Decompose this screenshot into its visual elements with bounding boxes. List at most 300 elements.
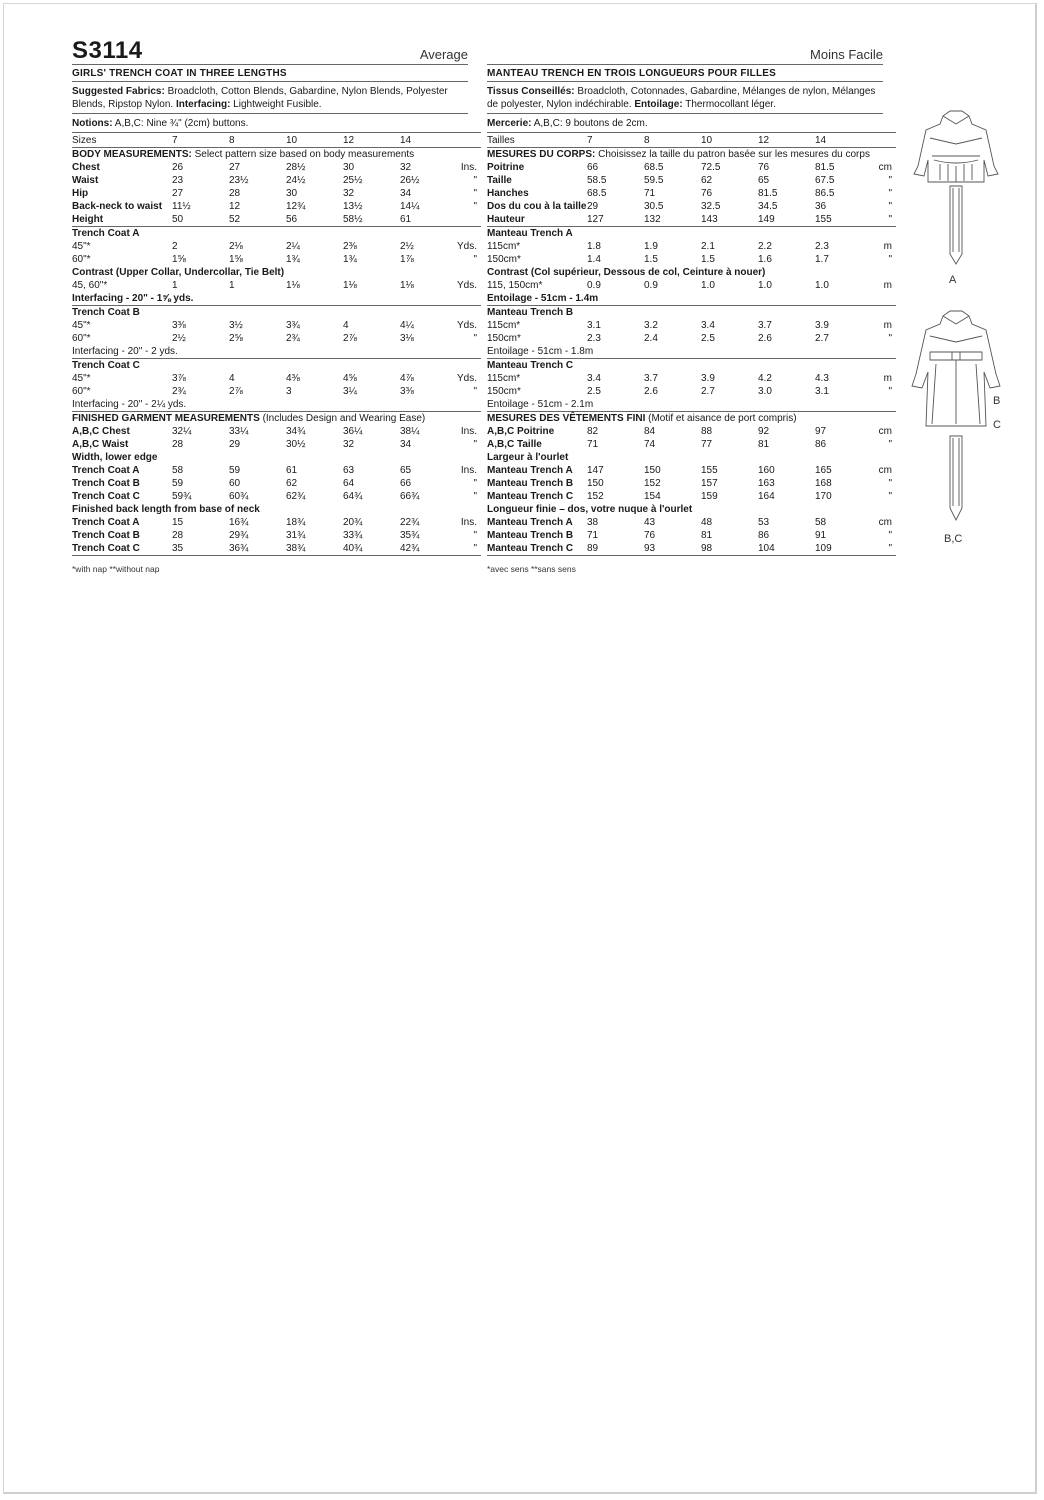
row-value: 1 <box>229 280 235 291</box>
row-value: 36 <box>815 201 827 212</box>
row-unit: m <box>883 373 892 384</box>
table-row <box>487 174 896 187</box>
row-value: 81.5 <box>758 188 778 199</box>
row-unit: " <box>473 175 477 186</box>
row-value: 2½ <box>400 241 414 252</box>
row-value: 157 <box>701 478 718 489</box>
row-value: 152 <box>644 478 661 489</box>
row-value: 3.9 <box>815 320 829 331</box>
section-heading: Trench Coat C <box>72 360 140 371</box>
row-unit: " <box>473 333 477 344</box>
row-label: Dos du cou à la taille <box>487 201 587 212</box>
row-value: 1 <box>172 280 178 291</box>
table-row <box>72 425 481 438</box>
row-value: 3⅛ <box>400 333 414 344</box>
row-value: 58½ <box>343 213 400 227</box>
row-unit: " <box>888 201 892 212</box>
row-value: 28 <box>172 439 184 450</box>
row-unit: m <box>883 280 892 291</box>
row-label: Taille <box>487 175 512 186</box>
row-value: 48 <box>701 517 713 528</box>
table-row <box>487 187 896 200</box>
table-row <box>72 529 481 542</box>
row-value: 2¾ <box>286 333 300 344</box>
row-value: 155 <box>701 465 718 476</box>
row-value: 2.3 <box>815 241 829 252</box>
row-unit: " <box>473 188 477 199</box>
row-label: 150cm* <box>487 386 521 397</box>
row-unit: " <box>473 439 477 450</box>
row-label: Manteau Trench A <box>487 465 573 476</box>
row-value: 3.7 <box>644 373 658 384</box>
row-value: 143 <box>701 213 758 227</box>
row-value: 29 <box>229 439 241 450</box>
row-value: 1⅝ <box>229 254 243 265</box>
row-value: 26½ <box>400 175 420 186</box>
row-value: 42¾ <box>400 542 457 556</box>
row-value: 3⅜ <box>400 386 414 397</box>
row-value: 1⅞ <box>400 254 414 265</box>
sizes-row <box>72 133 481 148</box>
row-value: 91 <box>815 530 827 541</box>
row-label: 115, 150cm* <box>487 280 543 291</box>
row-value: 2.6 <box>644 386 658 397</box>
row-value: 76 <box>644 530 656 541</box>
row-value: 71 <box>587 530 599 541</box>
row-unit: " <box>888 491 892 502</box>
row-value: 30 <box>343 162 355 173</box>
row-value: 40¾ <box>343 542 400 556</box>
row-unit: " <box>888 333 892 344</box>
row-label: 45"* <box>72 241 91 252</box>
row-label: Back-neck to waist <box>72 201 163 212</box>
view-label-b: B <box>993 395 1001 407</box>
row-value: 60¾ <box>229 491 249 502</box>
section-heading: MESURES DES VÊTEMENTS FINI (Motif et aisance de port compris) <box>487 413 797 424</box>
row-value: 25½ <box>343 175 363 186</box>
size-value: 14 <box>400 133 457 148</box>
row-value: 36¼ <box>343 426 363 437</box>
tie-belt-a-icon <box>950 186 962 264</box>
row-label: Poitrine <box>487 162 525 173</box>
garment-illustrations <box>900 104 1012 564</box>
row-unit: " <box>888 478 892 489</box>
row-value: 64¾ <box>343 491 363 502</box>
section-heading: MESURES DU CORPS: Choisissez la taille du patron basée sur les mesures du corps <box>487 149 870 160</box>
row-value: 3.2 <box>644 320 658 331</box>
row-value: 4⅜ <box>286 373 300 384</box>
row-value: 1.0 <box>758 280 772 291</box>
table-row <box>72 372 481 385</box>
row-value: 34.5 <box>758 201 778 212</box>
row-value: 4.2 <box>758 373 772 384</box>
row-value: 34¾ <box>286 426 306 437</box>
row-value: 65 <box>400 465 412 476</box>
row-label: Trench Coat B <box>72 530 140 541</box>
row-unit: Yds. <box>457 241 478 252</box>
table-row <box>487 516 896 529</box>
row-value: 154 <box>644 491 661 502</box>
table-row <box>487 542 896 556</box>
row-value: 76 <box>701 188 713 199</box>
measurement-table <box>72 132 481 556</box>
row-value: 159 <box>701 491 718 502</box>
row-value: 27 <box>229 162 241 173</box>
row-value: 98 <box>701 542 758 556</box>
row-unit: cm <box>878 517 892 528</box>
row-label: 45, 60"* <box>72 280 108 291</box>
sizes-label: Sizes <box>72 133 172 148</box>
section-heading: Trench Coat A <box>72 228 140 239</box>
row-value: 93 <box>644 542 701 556</box>
row-label: Manteau Trench A <box>487 517 573 528</box>
row-label: Manteau Trench B <box>487 530 574 541</box>
table-row <box>72 174 481 187</box>
row-unit: Yds. <box>457 320 478 331</box>
view-label-c: C <box>993 419 1001 431</box>
row-label: Trench Coat C <box>72 491 140 502</box>
row-label: Hauteur <box>487 213 587 227</box>
row-label: A,B,C Waist <box>72 439 129 450</box>
row-value: 61 <box>286 465 298 476</box>
row-label: 115cm* <box>487 241 521 252</box>
size-unit <box>457 133 481 148</box>
row-label: Trench Coat B <box>72 478 140 489</box>
table-row <box>72 490 481 503</box>
row-value: 2.1 <box>701 241 715 252</box>
table-row <box>487 279 896 292</box>
row-value: 35¾ <box>400 530 420 541</box>
row-value: 2½ <box>172 333 186 344</box>
row-value: 1.5 <box>644 254 658 265</box>
section-heading: Longueur finie – dos, votre nuque à l'ourlet <box>487 504 693 515</box>
row-unit <box>457 213 481 227</box>
row-value: 2⅞ <box>229 386 243 397</box>
row-value: 11½ <box>172 201 191 212</box>
row-value: 1.6 <box>758 254 772 265</box>
row-value: 15 <box>172 517 184 528</box>
row-value: 59¾ <box>172 491 192 502</box>
row-unit: cm <box>878 162 892 173</box>
row-unit: m <box>883 320 892 331</box>
table-row <box>72 464 481 477</box>
row-value: 76 <box>758 162 770 173</box>
row-value: 68.5 <box>644 162 664 173</box>
row-value: 1.8 <box>587 241 601 252</box>
row-unit: Ins. <box>460 426 477 437</box>
sizes-row <box>487 133 896 148</box>
row-value: 150 <box>587 478 604 489</box>
size-value: 12 <box>343 133 400 148</box>
row-value: 4⅞ <box>400 373 414 384</box>
row-value: 163 <box>758 478 775 489</box>
row-label: Chest <box>72 162 100 173</box>
row-unit: " <box>888 530 892 541</box>
table-row <box>72 477 481 490</box>
row-value: 86 <box>815 439 827 450</box>
sizes-label: Tailles <box>487 133 587 148</box>
difficulty-level-fr: Moins Facile <box>810 47 883 62</box>
measurement-table-fr <box>487 132 896 556</box>
row-value: 59 <box>172 478 184 489</box>
row-value: 62 <box>701 175 713 186</box>
row-value: 3.7 <box>758 320 772 331</box>
size-value: 7 <box>172 133 229 148</box>
row-unit: " <box>888 439 892 450</box>
row-value: 29¾ <box>229 530 249 541</box>
table-row <box>72 319 481 332</box>
row-label: 115cm* <box>487 320 521 331</box>
row-label: Trench Coat A <box>72 465 140 476</box>
row-value: 65 <box>758 175 770 186</box>
row-value: 28 <box>172 530 184 541</box>
row-label: Hanches <box>487 188 529 199</box>
row-value: 4 <box>343 320 349 331</box>
row-value: 26 <box>172 162 184 173</box>
row-value: 52 <box>229 213 286 227</box>
suggested-fabrics: Suggested Fabrics: Broadcloth, Cotton Blends, Gabardine, Nylon Blends, Polyester Blends, Ripstop Nylon. Interfacing: Lightweight Fusible. <box>72 81 468 113</box>
view-label-bc: B,C <box>944 533 963 545</box>
trench-coat-bc-back-icon <box>912 311 1000 426</box>
row-value: 2⅜ <box>343 241 357 252</box>
row-value: 14¼ <box>400 201 420 212</box>
row-value: 33¾ <box>343 530 363 541</box>
row-value: 22¾ <box>400 517 420 528</box>
row-value: 3¾ <box>286 320 300 331</box>
row-unit: " <box>888 175 892 186</box>
row-unit: " <box>888 386 892 397</box>
row-value: 0.9 <box>587 280 601 291</box>
row-value: 34 <box>400 188 412 199</box>
row-value: 32 <box>343 188 355 199</box>
row-label: 60"* <box>72 386 91 397</box>
suggested-fabrics-fr: Tissus Conseillés: Broadcloth, Cotonnades, Gabardine, Mélanges de nylon, Mélanges de polyester, Nylon indéchirable. Entoilage: Thermocollant léger. <box>487 81 883 113</box>
row-value: 160 <box>758 465 775 476</box>
section-heading: Largeur à l'ourlet <box>487 452 569 463</box>
size-unit <box>872 133 896 148</box>
row-value: 2 <box>172 241 178 252</box>
row-value: 32.5 <box>701 201 721 212</box>
row-value: 62 <box>286 478 298 489</box>
row-value: 20¾ <box>343 517 363 528</box>
row-value: 38¾ <box>286 542 343 556</box>
row-value: 62¾ <box>286 491 306 502</box>
row-value: 1.0 <box>815 280 829 291</box>
size-value: 12 <box>758 133 815 148</box>
row-label: 45"* <box>72 320 91 331</box>
row-label: 115cm* <box>487 373 521 384</box>
section-heading: Contrast (Col supérieur, Dessous de col, Ceinture à nouer) <box>487 267 766 278</box>
row-value: 2.3 <box>587 333 601 344</box>
row-value: 1.4 <box>587 254 601 265</box>
row-value: 2.7 <box>701 386 715 397</box>
row-value: 81.5 <box>815 162 835 173</box>
row-value: 132 <box>644 213 701 227</box>
row-value: 32 <box>343 439 355 450</box>
row-unit: Ins. <box>460 517 477 528</box>
row-value: 24½ <box>286 175 306 186</box>
english-column <box>72 4 478 574</box>
size-value: 10 <box>286 133 343 148</box>
row-label: 60"* <box>72 333 91 344</box>
row-value: 12 <box>229 201 241 212</box>
row-value: 1⅛ <box>400 280 414 291</box>
row-value: 155 <box>815 213 872 227</box>
row-value: 1.5 <box>701 254 715 265</box>
row-value: 165 <box>815 465 832 476</box>
row-value: 1¾ <box>343 254 357 265</box>
table-row <box>487 490 896 503</box>
row-value: 2⅝ <box>229 333 243 344</box>
row-value: 32 <box>400 162 412 173</box>
table-row <box>487 200 896 213</box>
row-value: 68.5 <box>587 188 607 199</box>
row-value: 81 <box>701 530 713 541</box>
row-label: Waist <box>72 175 99 186</box>
row-value: 1.0 <box>701 280 715 291</box>
table-row <box>72 385 481 398</box>
row-value: 81 <box>758 439 770 450</box>
table-row <box>72 240 481 253</box>
row-value: 33¼ <box>229 426 249 437</box>
row-value: 170 <box>815 491 832 502</box>
table-row <box>487 477 896 490</box>
row-value: 1⅝ <box>172 254 186 265</box>
row-value: 58.5 <box>587 175 607 186</box>
row-unit: " <box>473 478 477 489</box>
row-value: 4⅝ <box>343 373 357 384</box>
row-value: 1¾ <box>286 254 300 265</box>
note-row: Entoilage - 51cm - 1.4m <box>487 292 896 306</box>
row-value: 3⅜ <box>172 320 186 331</box>
row-value: 2¾ <box>172 386 186 397</box>
table-row <box>72 161 481 174</box>
row-value: 4.3 <box>815 373 829 384</box>
row-value: 97 <box>815 426 827 437</box>
size-value: 14 <box>815 133 872 148</box>
section-heading: BODY MEASUREMENTS: Select pattern size based on body measurements <box>72 149 415 160</box>
row-value: 71 <box>587 439 599 450</box>
table-row <box>487 253 896 266</box>
note-row: Entoilage - 51cm - 2.1m <box>487 398 896 412</box>
row-value: 2¼ <box>286 241 300 252</box>
section-heading: Manteau Trench A <box>487 228 573 239</box>
row-value: 2⅛ <box>229 241 243 252</box>
table-row <box>72 253 481 266</box>
row-value: 3⅞ <box>172 373 186 384</box>
garment-title-fr: MANTEAU TRENCH EN TROIS LONGUEURS POUR FILLES <box>487 64 883 81</box>
row-unit: " <box>473 530 477 541</box>
table-row <box>487 385 896 398</box>
row-value: 31¾ <box>286 530 306 541</box>
table-row <box>487 529 896 542</box>
row-unit: Ins. <box>460 162 477 173</box>
english-header <box>72 4 468 64</box>
row-label: A,B,C Chest <box>72 426 130 437</box>
row-value: 66¾ <box>400 491 420 502</box>
table-row <box>487 438 896 451</box>
row-value: 38¼ <box>400 426 420 437</box>
size-value: 8 <box>229 133 286 148</box>
table-row <box>72 187 481 200</box>
row-value: 127 <box>587 213 644 227</box>
row-value: 30½ <box>286 439 306 450</box>
row-value: 63 <box>343 465 355 476</box>
row-value: 2.5 <box>701 333 715 344</box>
row-value: 149 <box>758 213 815 227</box>
size-value: 7 <box>587 133 644 148</box>
row-value: 59.5 <box>644 175 664 186</box>
row-unit: " <box>888 188 892 199</box>
section-heading: Width, lower edge <box>72 452 158 463</box>
row-label: Manteau Trench B <box>487 478 574 489</box>
table-row <box>487 332 896 345</box>
size-value: 10 <box>701 133 758 148</box>
row-value: 168 <box>815 478 832 489</box>
row-value: 53 <box>758 517 770 528</box>
table-row <box>487 464 896 477</box>
table-row <box>487 372 896 385</box>
row-value: 13½ <box>343 201 363 212</box>
table-row <box>72 213 481 227</box>
row-value: 60 <box>229 478 241 489</box>
row-value: 27 <box>172 188 184 199</box>
row-label: 150cm* <box>487 333 521 344</box>
row-value: 50 <box>172 213 229 227</box>
pattern-code: S3114 <box>72 37 143 64</box>
table-row <box>72 332 481 345</box>
tie-belt-bc-icon <box>950 436 962 520</box>
row-unit: " <box>872 542 896 556</box>
row-value: 86 <box>758 530 770 541</box>
row-value: 2.6 <box>758 333 772 344</box>
row-value: 28 <box>229 188 241 199</box>
section-heading: Finished back length from base of neck <box>72 504 260 515</box>
row-value: 1⅛ <box>286 280 300 291</box>
note-row: Entoilage - 51cm - 1.8m <box>487 345 896 359</box>
row-value: 30 <box>286 188 298 199</box>
row-unit: cm <box>878 465 892 476</box>
row-value: 30.5 <box>644 201 664 212</box>
row-value: 18¾ <box>286 517 306 528</box>
footnote-fr: *avec sens **sans sens <box>487 564 576 574</box>
difficulty-level: Average <box>419 47 468 62</box>
row-value: 77 <box>701 439 713 450</box>
row-value: 56 <box>286 213 343 227</box>
row-value: 152 <box>587 491 604 502</box>
row-unit: " <box>872 213 896 227</box>
row-label: 60"* <box>72 254 91 265</box>
row-value: 71 <box>644 188 656 199</box>
row-value: 2.4 <box>644 333 658 344</box>
row-unit: Ins. <box>460 465 477 476</box>
row-value: 59 <box>229 465 241 476</box>
row-value: 61 <box>400 213 457 227</box>
row-unit: " <box>473 386 477 397</box>
row-value: 16¾ <box>229 517 249 528</box>
row-value: 2.5 <box>587 386 601 397</box>
row-value: 66 <box>400 478 412 489</box>
table-row <box>72 542 481 556</box>
section-heading: Manteau Trench B <box>487 307 574 318</box>
french-column <box>487 4 892 574</box>
row-value: 66 <box>587 162 599 173</box>
row-unit: " <box>457 542 481 556</box>
section-heading: FINISHED GARMENT MEASUREMENTS (Includes Design and Wearing Ease) <box>72 413 426 424</box>
table-row <box>72 279 481 292</box>
row-value: 89 <box>587 542 644 556</box>
row-value: 35 <box>172 542 229 556</box>
